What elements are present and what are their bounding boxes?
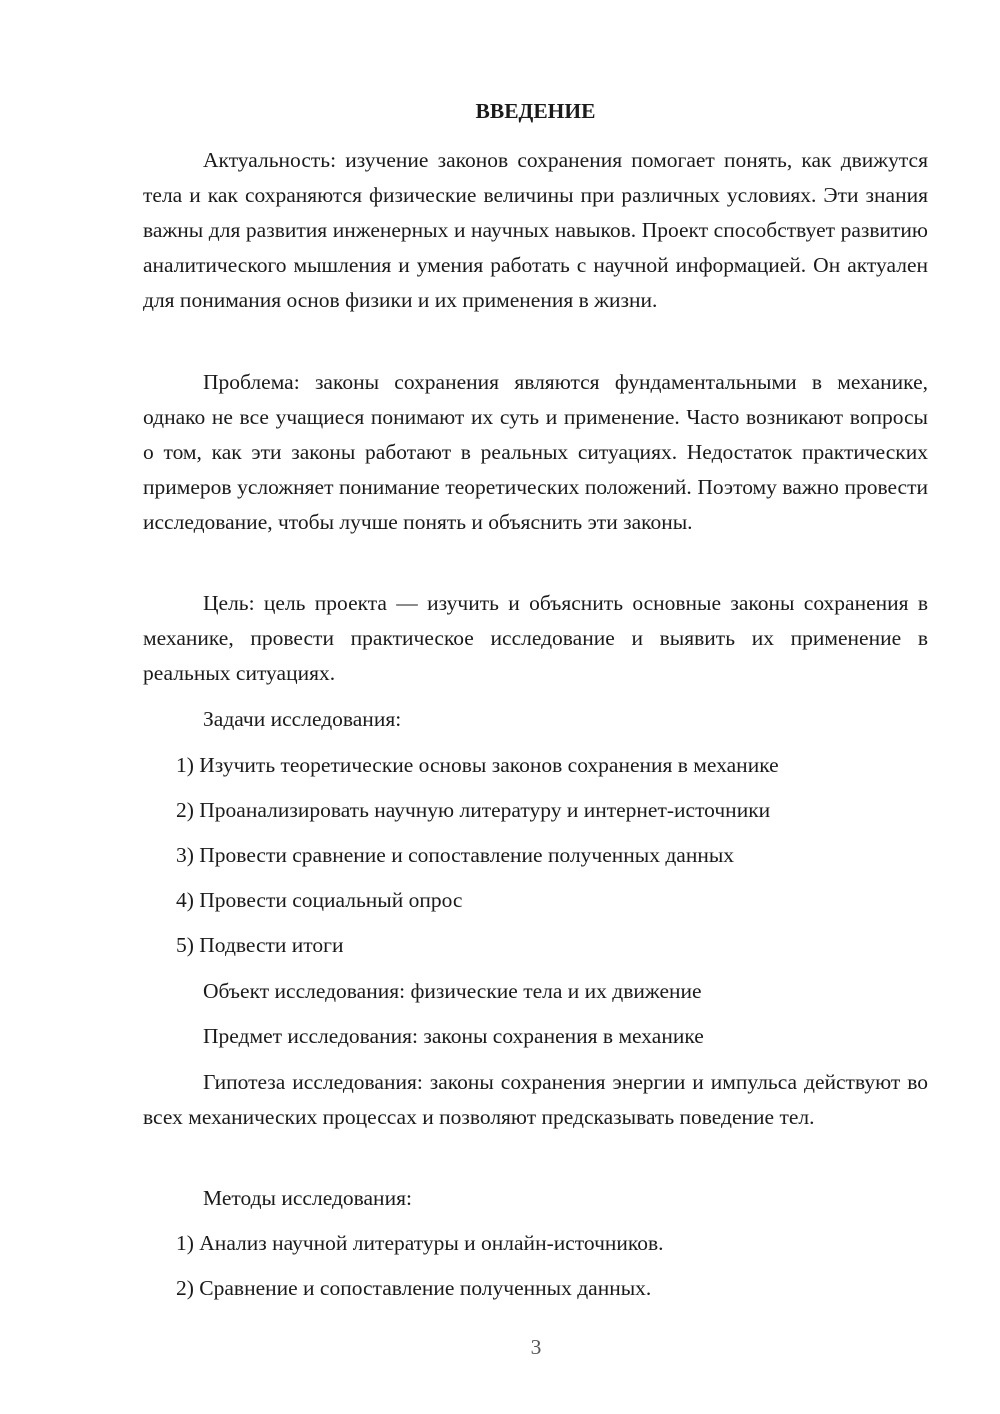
goal-paragraph: Цель: цель проекта — изучить и объяснить основные законы сохранения в механике, провести практическое исследование и выявить их применение в реальных ситуациях. xyxy=(143,591,928,685)
methods-heading: Методы исследования: xyxy=(203,1186,412,1210)
research-subject: Предмет исследования: законы сохранения в механике xyxy=(203,1024,704,1048)
task-item: 5) Подвести итоги xyxy=(176,933,344,957)
relevance-paragraph: Актуальность: изучение законов сохранения помогает понять, как движутся тела и как сохраняются физические величины при различных условиях. Эти знания важны для развития инженерных и научных навыков. Проект способствует развитию аналитического мышления и умения работать с научной информацией. Он актуален для понимания основ физики и их применения в жизни. xyxy=(143,148,928,312)
method-item: 1) Анализ научной литературы и онлайн-источников. xyxy=(176,1231,664,1255)
page-title: ВВЕДЕНИЕ xyxy=(475,99,596,123)
task-item: 2) Проанализировать научную литературу и интернет-источники xyxy=(176,798,771,822)
page-number: 3 xyxy=(530,1335,542,1359)
task-item: 3) Провести сравнение и сопоставление полученных данных xyxy=(176,843,735,867)
research-object: Объект исследования: физические тела и их движение xyxy=(203,979,702,1003)
tasks-heading: Задачи исследования: xyxy=(203,707,402,731)
hypothesis-paragraph: Гипотеза исследования: законы сохранения энергии и импульса действуют во всех механических процессах и позволяют предсказывать поведение тел. xyxy=(143,1070,928,1129)
task-item: 4) Провести социальный опрос xyxy=(176,888,463,912)
task-item: 1) Изучить теоретические основы законов сохранения в механике xyxy=(176,753,779,777)
problem-paragraph: Проблема: законы сохранения являются фундаментальными в механике, однако не все учащиеся понимают их суть и применение. Часто возникают вопросы о том, как эти законы работают в реальных ситуациях. Недостаток практических примеров усложняет понимание теоретических положений. Поэтому важно провести исследование, чтобы лучше понять и объяснить эти законы. xyxy=(143,370,928,534)
method-item: 2) Сравнение и сопоставление полученных данных. xyxy=(176,1276,652,1300)
